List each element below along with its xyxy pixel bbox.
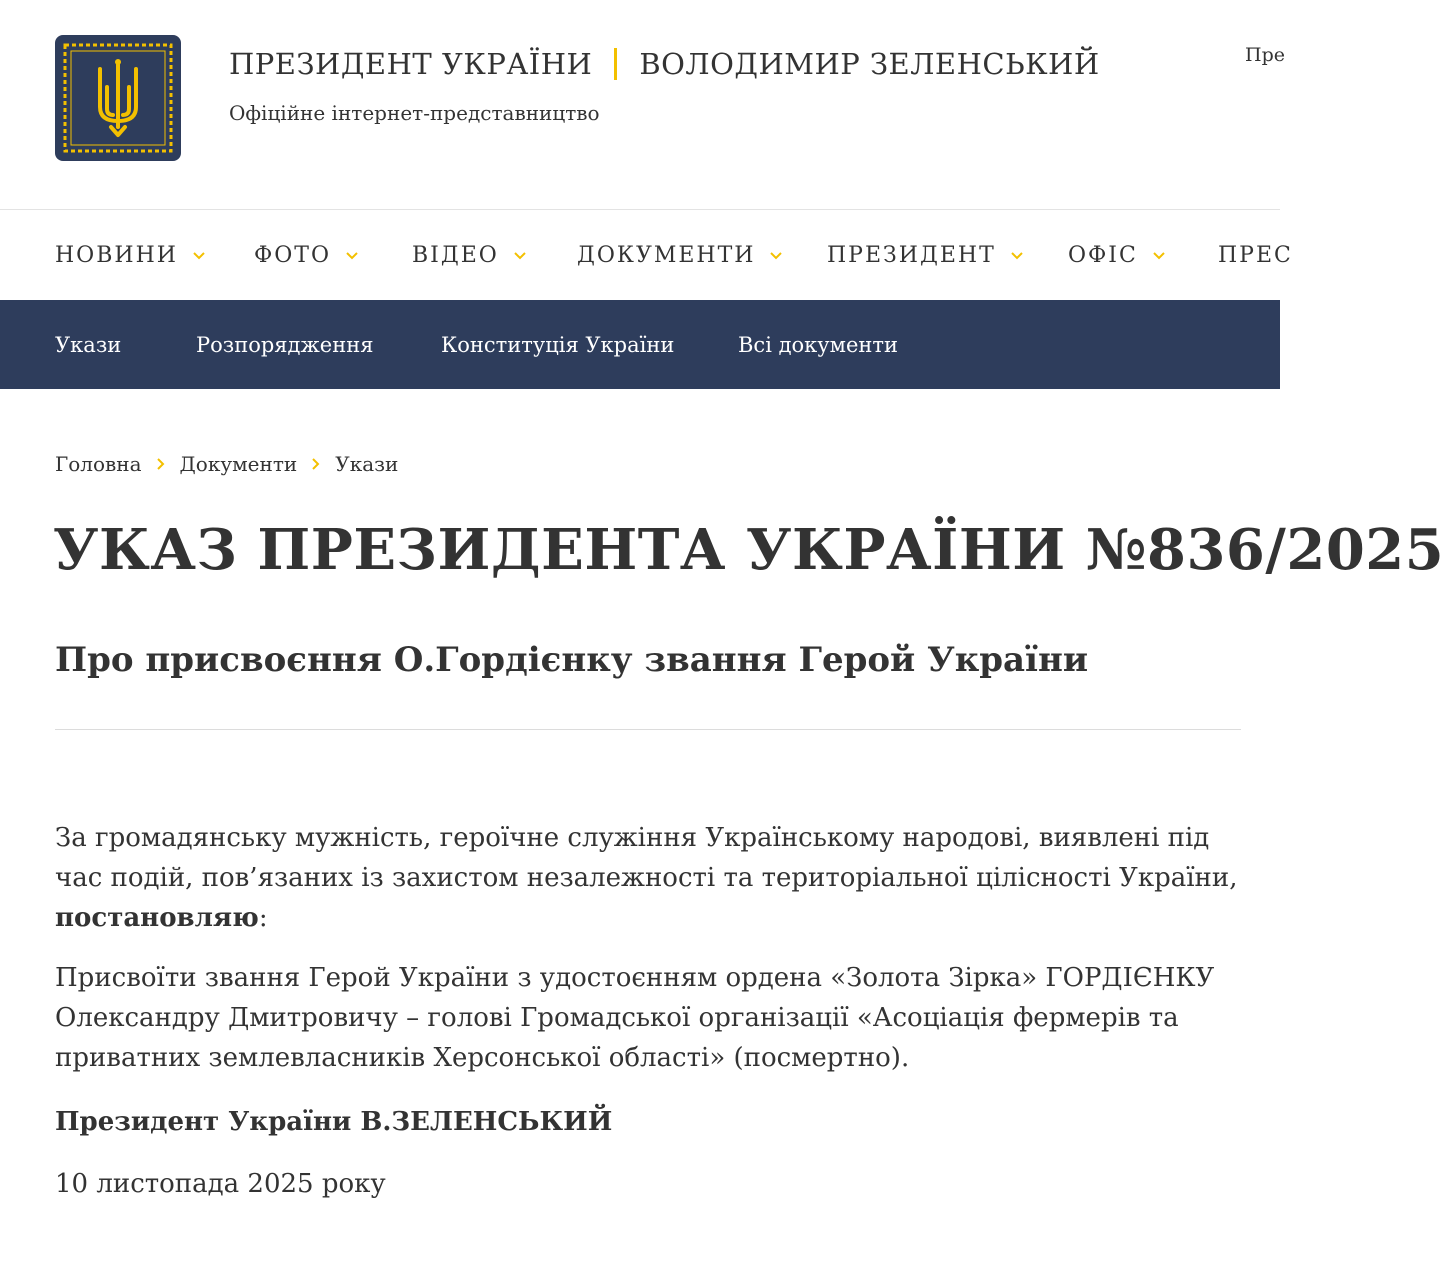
chevron-right-icon — [310, 457, 322, 471]
breadcrumb — [55, 452, 398, 476]
nav-item-label: ПРЕЗИДЕНТ — [827, 243, 996, 268]
main-navigation — [0, 209, 1293, 301]
nav-item-label: НОВИНИ — [55, 243, 178, 268]
decree-word: постановляю — [55, 903, 259, 933]
chevron-down-icon — [769, 249, 783, 263]
site-subtitle: Офіційне інтернет-представництво — [229, 101, 600, 125]
site-title-right: ВОЛОДИМИР ЗЕЛЕНСЬКИЙ — [639, 47, 1100, 81]
nav-item-label: ОФІС — [1068, 243, 1138, 268]
nav-item-office[interactable] — [1068, 210, 1166, 301]
nav-item-documents[interactable] — [577, 210, 783, 301]
chevron-right-icon — [155, 457, 167, 471]
page-title: УКАЗ ПРЕЗИДЕНТА УКРАЇНИ №836/2025 — [53, 517, 1444, 583]
page-subtitle: Про присвоєння О.Гордієнку звання Герой України — [55, 640, 1089, 680]
nav-item-label: ДОКУМЕНТИ — [577, 243, 756, 268]
sub-nav-orders[interactable]: Розпорядження — [196, 332, 374, 357]
document-signature: Президент України В.ЗЕЛЕНСЬКИЙ — [55, 1107, 613, 1137]
site-title-left: ПРЕЗИДЕНТ УКРАЇНИ — [229, 47, 593, 81]
breadcrumb-decrees[interactable]: Укази — [335, 452, 399, 476]
nav-item-president[interactable] — [827, 210, 1024, 301]
breadcrumb-documents[interactable]: Документи — [179, 452, 298, 476]
document-intro: За громадянську мужність, героїчне служіння Українському народові, виявлені під час подій, пов’язаних із захистом незалежності та територіальної цілісності України, — [55, 823, 1238, 893]
nav-item-label: ПРЕС — [1218, 243, 1293, 268]
nav-item-photo[interactable] — [254, 210, 359, 301]
chevron-down-icon — [1152, 249, 1166, 263]
document-body — [55, 818, 1241, 1204]
document-main-text: Присвоїти звання Герой України з удостоєнням ордена «Золота Зірка» ГОРДІЄНКУ Олександру Дмитровичу – голові Громадської організації «Асоціація фермерів та приватних землевласників Херсонської області» (посмертно). — [55, 963, 1215, 1073]
nav-item-video[interactable] — [412, 210, 527, 301]
decree-colon: : — [258, 903, 268, 933]
sub-nav-decrees[interactable]: Укази — [55, 332, 122, 357]
chevron-down-icon — [1010, 249, 1024, 263]
site-header — [0, 0, 1285, 210]
sub-navigation — [0, 300, 1280, 389]
chevron-down-icon — [513, 249, 527, 263]
breadcrumb-home[interactable]: Головна — [55, 452, 142, 476]
divider — [55, 729, 1241, 730]
document-date: 10 листопада 2025 року — [55, 1169, 386, 1199]
nav-item-news[interactable] — [55, 210, 206, 301]
nav-item-press[interactable] — [1218, 210, 1293, 301]
chevron-down-icon — [192, 249, 206, 263]
chevron-down-icon — [345, 249, 359, 263]
site-title[interactable] — [229, 47, 1100, 81]
document-intro-paragraph — [55, 818, 1241, 938]
trident-logo-icon[interactable] — [55, 35, 181, 161]
nav-item-label: ФОТО — [254, 243, 332, 268]
sub-nav-constitution[interactable]: Конституція України — [441, 332, 675, 357]
sub-nav-all-documents[interactable]: Всі документи — [738, 332, 899, 357]
nav-item-label: ВІДЕО — [412, 243, 499, 268]
title-separator — [614, 48, 617, 80]
header-link-partial[interactable]: Пре — [1245, 44, 1285, 66]
